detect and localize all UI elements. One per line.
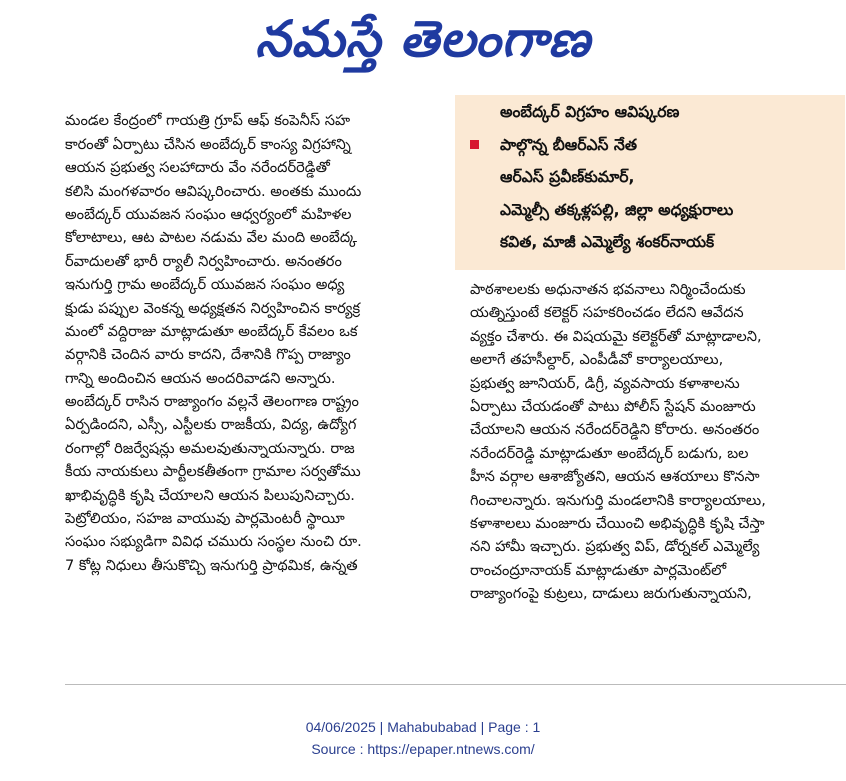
article-text-line: ప్రభుత్వ జూనియర్, డిగ్రీ, వ్యవసాయ కళాశాలను bbox=[470, 374, 740, 392]
article-left-column bbox=[65, 86, 450, 671]
article-text-line: పాఠశాలలకు అధునాతన భవనాలు నిర్మించేందుకు bbox=[470, 281, 746, 298]
article-text-line: మంలో వద్దిరాజు మాట్లాడుతూ అంబేద్కర్ కేవలం ఒక bbox=[65, 322, 358, 340]
footer bbox=[0, 716, 846, 760]
article-text-line: ర్‌వాదులతో భారీ ర్యాలీ నిర్వహించారు. అనంతరం bbox=[65, 252, 342, 270]
article-text-line: పెట్రోలియం, సహజ వాయువు పార్లమెంటరీ స్థాయీ bbox=[65, 510, 345, 528]
article-text-line: అంబేద్కర్ రాసిన రాజ్యాంగం వల్లనే తెలంగాణ రాష్ట్రం bbox=[65, 393, 359, 411]
article-text-line: వర్గానికి చెందిన వారు కాదని, దేశానికి గొప్ప రాజ్యాం bbox=[65, 346, 351, 364]
article-text-line: యత్నిస్తుంటే కలెక్టర్ సహకరించడం లేదని ఆవేదన bbox=[470, 304, 744, 322]
article-text-line: ఏర్పాటు చేయడంతో పాటు పోలీస్ స్టేషన్ మంజూరు bbox=[470, 397, 756, 415]
article-text-line: రాంచంద్రూనాయక్ మాట్లాడుతూ పార్లమెంట్‌లో bbox=[470, 561, 727, 579]
article-text-line: ఏర్పడిందని, ఎస్సీ, ఎస్టీలకు రాజకీయ, విద్య, ఉద్యోగ bbox=[65, 416, 357, 434]
newspaper-logo-title: నమస్తే తెలంగాణ bbox=[255, 9, 591, 68]
highlight-line: కవిత, మాజీ ఎమ్మెల్యే శంకర్‌నాయక్ bbox=[500, 233, 715, 251]
article-text-line: కోలాటాలు, ఆట పాటల నడుమ వేల మంది అంబేద్క bbox=[65, 229, 358, 247]
article-text-line: గాన్ని అందించిన ఆయన అందరివాడని అన్నారు. bbox=[65, 369, 336, 387]
article-text-line: ఖాభివృద్ధికి కృషి చేయాలని ఆయన పిలుపునిచ్చారు. bbox=[65, 486, 355, 504]
article-text-line: వ్యక్తం చేశారు. ఈ విషయమై కలెక్టర్‌తో మాట్లాడాలని, bbox=[470, 327, 762, 345]
article-text-line: నని హామీ ఇచ్చారు. ప్రభుత్వ విప్, డోర్నకల్ ఎమ్మెల్యే bbox=[470, 538, 760, 556]
highlight-line: ఎమ్మెల్సీ తక్కళ్లపల్లి, జిల్లా అధ్యక్షురాలు bbox=[500, 200, 734, 219]
article-text-line: అలాగే తహసీల్దార్, ఎంపీడీవో కార్యాలయాలు, bbox=[470, 351, 724, 369]
masthead bbox=[0, 0, 846, 90]
article-text-line-partial bbox=[65, 86, 450, 109]
article-text-line: ఇనుగుర్తి గ్రామ అంబేద్కర్ యువజన సంఘం అధ్య bbox=[65, 276, 345, 294]
article-text-line: నరేందర్‌రెడ్డి మాట్లాడుతూ అంబేద్కర్ బడుగు, బల bbox=[470, 444, 749, 462]
article-text-line: అంబేద్కర్ యువజన సంఘం ఆధ్వర్యంలో మహిళల bbox=[65, 205, 352, 223]
article-right-column bbox=[470, 278, 842, 668]
article-text-line: చేయాలని ఆయన నరేందర్‌రెడ్డిని కోరారు. అనంతరం bbox=[470, 421, 760, 439]
highlight-line: ఆర్ఎస్ ప్రవీణ్‌కుమార్, bbox=[500, 168, 635, 186]
article-text-line: రాజ్యాంగంపై కుట్రలు, దాడులు జరుగుతున్నాయని, bbox=[470, 585, 752, 603]
article-text-line: క్షుడు పప్పుల వెంకన్న అధ్యక్షతన నిర్వహించిన కార్యక్ర bbox=[65, 299, 361, 317]
article-text-line: కారంతో ఏర్పాటు చేసిన అంబేద్కర్ కాంస్య విగ్రహాన్ని bbox=[65, 135, 351, 153]
highlight-box-text bbox=[500, 96, 840, 259]
highlight-line: పాల్గొన్న బీఆర్ఎస్ నేత bbox=[500, 135, 637, 154]
article-text-line: గించాలన్నారు. ఇనుగుర్తి మండలానికి కార్యాలయాలు, bbox=[470, 491, 766, 509]
article-text-line: రంగాల్లో రిజర్వేషన్లు అమలవుతున్నాయన్నారు. రాజ bbox=[65, 439, 355, 457]
red-square-bullet-icon bbox=[470, 140, 479, 149]
article-text-line: కలిసి మంగళవారం ఆవిష్కరించారు. అంతకు ముందు bbox=[65, 182, 362, 200]
article-text-line: 7 కోట్ల నిధులు తీసుకొచ్చి ఇనుగుర్తి ప్రాథమిక, ఉన్నత bbox=[65, 556, 358, 574]
article-text-line: హీన వర్గాల ఆశాజ్యోతని, ఆయన ఆశయాలు కొనసా bbox=[470, 468, 760, 486]
article-text-line: కళాశాలలు మంజూరు చేయించి అభివృద్ధికి కృషి చేస్తా bbox=[470, 514, 765, 532]
footer-divider bbox=[65, 684, 846, 685]
article-text-line: సంఘం సభ్యుడిగా వివిధ చమురు సంస్థల నుంచి రూ. bbox=[65, 533, 362, 551]
highlight-line: అంబేద్కర్ విగ్రహం ఆవిష్కరణ bbox=[500, 103, 680, 121]
article-text-line: కీయ నాయకులు పార్టీలకతీతంగా గ్రామాల సర్వతోము bbox=[65, 463, 361, 481]
article-text-line: ఆయన ప్రభుత్వ సలహాదారు వేం నరేందర్‌రెడ్డితో bbox=[65, 159, 330, 177]
footer-date-edition-page: 04/06/2025 | Mahabubabad | Page : 1 bbox=[305, 719, 541, 735]
article-text-line: మండల కేంద్రంలో గాయత్రి గ్రూప్ ఆఫ్ కంపెనీస్ సహ bbox=[65, 112, 351, 130]
footer-source-link[interactable]: Source : https://epaper.ntnews.com/ bbox=[311, 741, 535, 757]
